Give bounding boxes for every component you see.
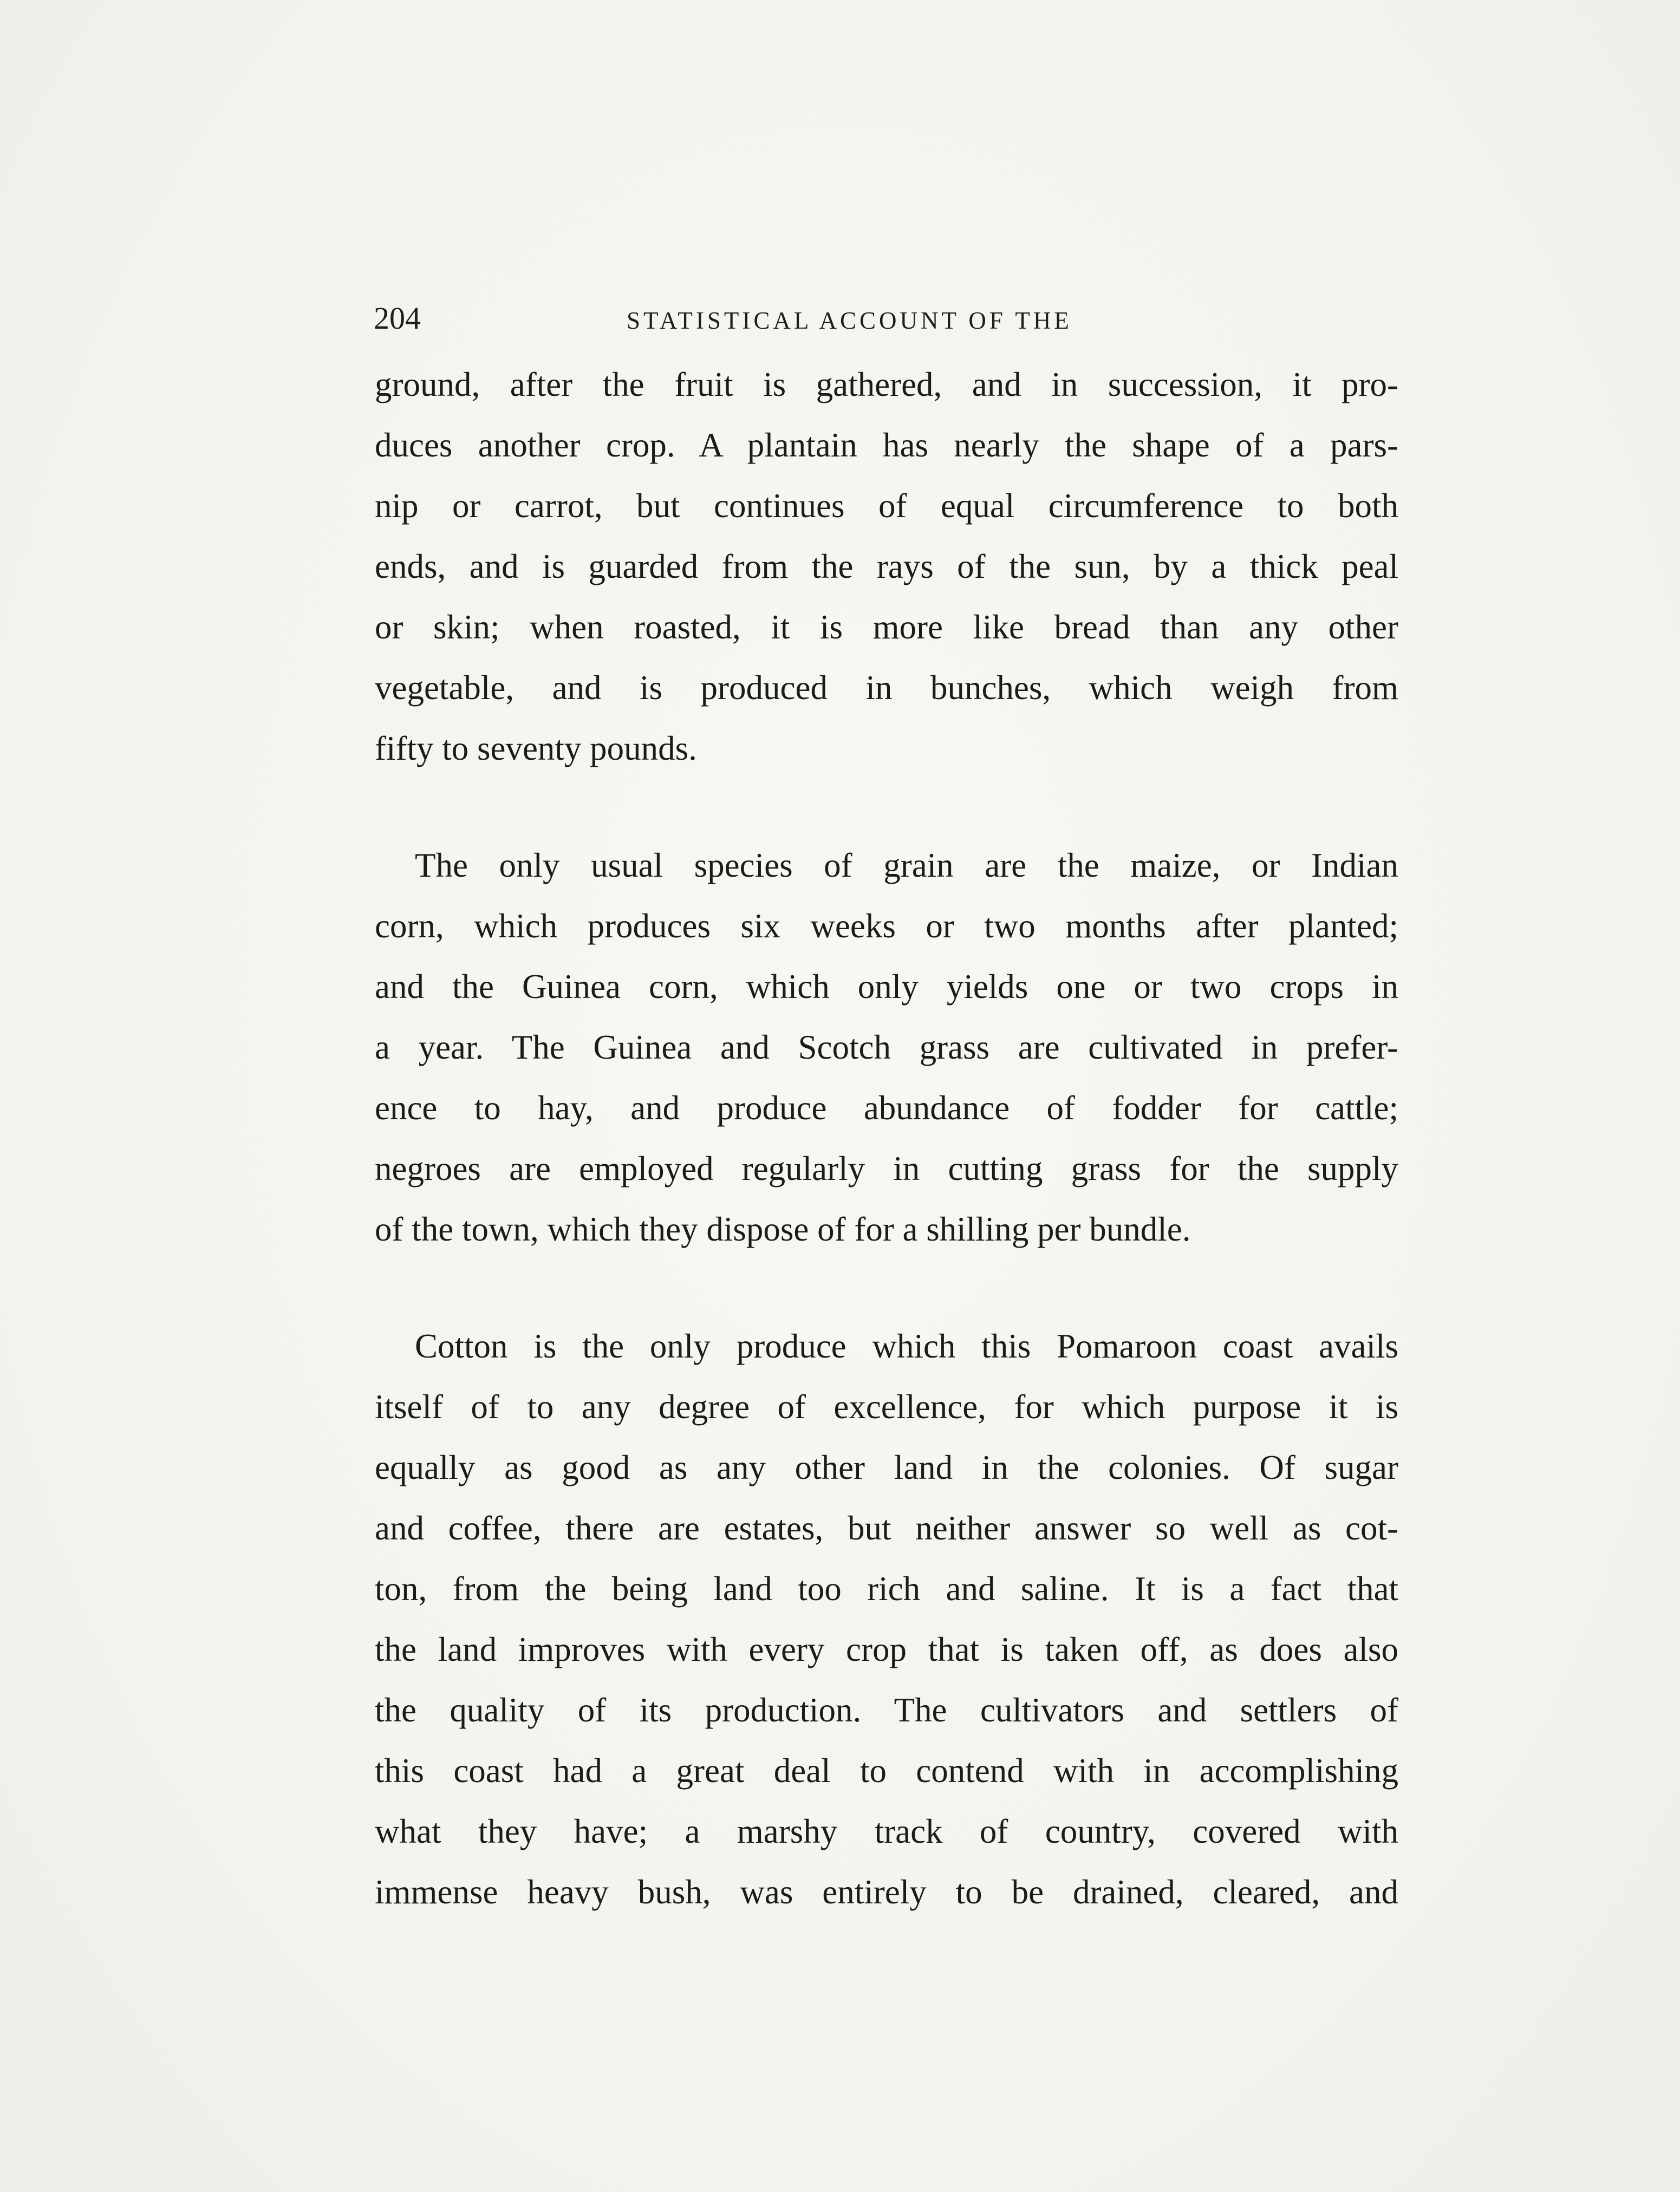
- text-line: ground, after the fruit is gathered, and in succession, it pro-: [375, 366, 1398, 403]
- text-line: ence to hay, and produce abundance of fodder for cattle;: [375, 1089, 1398, 1127]
- text-line: itself of to any degree of excellence, for which purpose it is: [375, 1388, 1398, 1426]
- text-line: of the town, which they dispose of for a shilling per bundle.: [375, 1210, 1191, 1248]
- text-line: fifty to seventy pounds.: [375, 729, 697, 767]
- text-line: vegetable, and is produced in bunches, which weigh from: [375, 669, 1398, 707]
- text-line: immense heavy bush, was entirely to be drained, cleared, and: [375, 1873, 1398, 1911]
- text-line: the quality of its production. The cultivators and settlers of: [375, 1691, 1398, 1729]
- body-text: [375, 354, 1398, 1922]
- text-line: The only usual species of grain are the maize, or Indian: [415, 846, 1398, 884]
- text-line: corn, which produces six weeks or two months after planted;: [375, 907, 1398, 945]
- text-line: and coffee, there are estates, but neither answer so well as cot-: [375, 1509, 1398, 1547]
- text-line: ton, from the being land too rich and saline. It is a fact that: [375, 1570, 1398, 1608]
- text-line: the land improves with every crop that is taken off, as does also: [375, 1630, 1398, 1668]
- text-line: Cotton is the only produce which this Pomaroon coast avails: [415, 1327, 1398, 1365]
- text-line: duces another crop. A plantain has nearly the shape of a pars-: [375, 426, 1398, 464]
- text-line: equally as good as any other land in the colonies. Of sugar: [375, 1449, 1398, 1486]
- text-line: this coast had a great deal to contend with in accomplishing: [375, 1752, 1398, 1790]
- text-line: what they have; a marshy track of country, covered with: [375, 1812, 1398, 1850]
- paragraph-grain: [375, 835, 1398, 1260]
- text-line: and the Guinea corn, which only yields one or two crops in: [375, 968, 1398, 1006]
- text-line: or skin; when roasted, it is more like bread than any other: [375, 608, 1398, 646]
- text-line: nip or carrot, but continues of equal circumference to both: [375, 487, 1398, 525]
- page-number: 204: [374, 301, 421, 336]
- running-head: STATISTICAL ACCOUNT OF THE: [627, 307, 1072, 334]
- text-line: a year. The Guinea and Scotch grass are cultivated in prefer-: [375, 1028, 1398, 1066]
- text-line: negroes are employed regularly in cutting grass for the supply: [375, 1150, 1398, 1188]
- page-header: [374, 297, 1403, 340]
- text-line: ends, and is guarded from the rays of the sun, by a thick peal: [375, 547, 1398, 585]
- paragraph-cotton: [375, 1316, 1398, 1922]
- paragraph-plantain: [375, 354, 1398, 779]
